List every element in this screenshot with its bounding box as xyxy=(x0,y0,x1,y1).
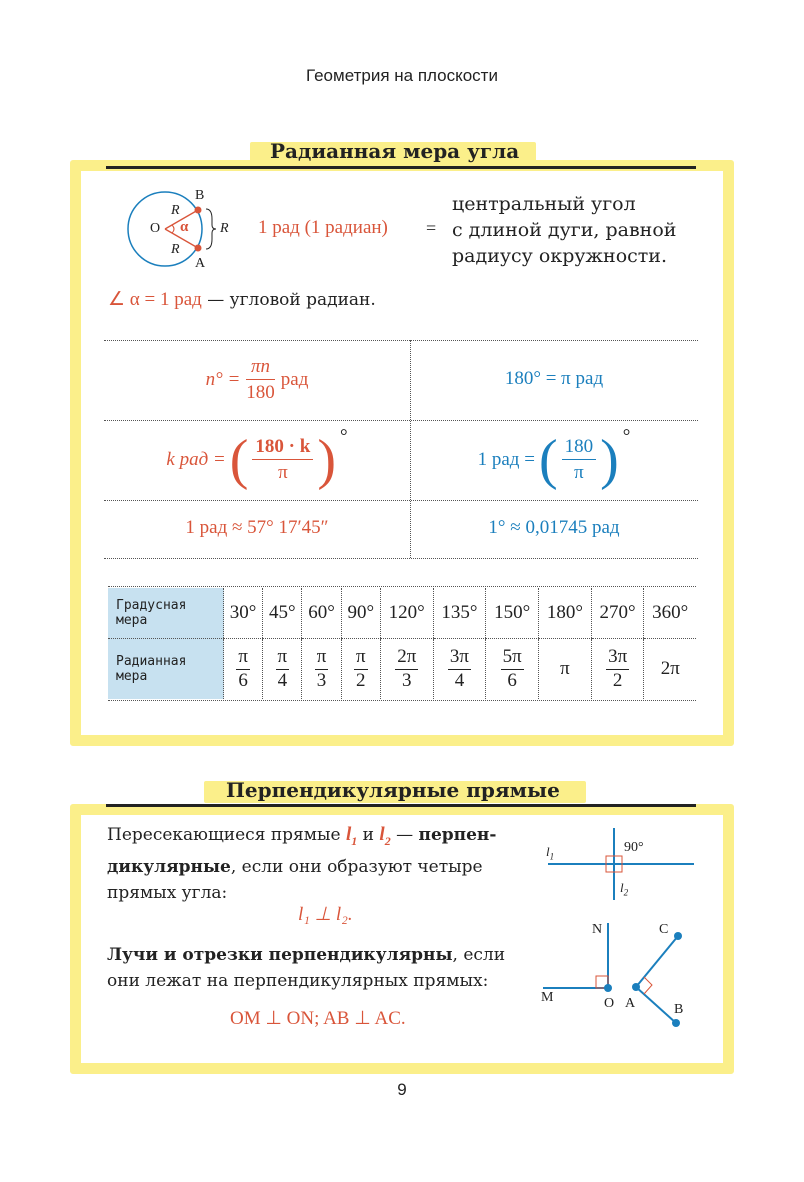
fraction xyxy=(246,355,275,405)
definition-line: центральный угол xyxy=(452,193,636,215)
text-line xyxy=(107,942,557,968)
radian-cell xyxy=(486,639,539,700)
point-b-label: B xyxy=(674,1002,684,1017)
text-line: прямых угла: xyxy=(107,882,228,903)
point-b-label: B xyxy=(195,188,205,203)
text-line xyxy=(107,822,549,854)
text-span: — xyxy=(390,825,419,845)
fraction xyxy=(606,646,629,693)
l2-symbol: l xyxy=(379,824,385,845)
radian-cell xyxy=(263,639,302,700)
paren-right: ) xyxy=(317,429,336,491)
formula-unit: рад xyxy=(280,369,309,390)
formula-rad-to-degrees xyxy=(104,426,410,494)
formula-180-pi: 180° = π рад xyxy=(504,368,604,389)
text-span: , если xyxy=(452,945,506,965)
formula-lhs: n° = xyxy=(205,369,241,390)
fraction-numerator: πn xyxy=(246,355,275,380)
fraction-numerator: 180 · k xyxy=(252,435,313,460)
fraction xyxy=(315,646,329,693)
section-title-radian: Радианная мера угла xyxy=(270,139,520,163)
table-bottom-line xyxy=(108,700,696,701)
rays-definition xyxy=(107,942,557,994)
row-label-line: мера xyxy=(116,669,148,684)
fraction-denominator: 6 xyxy=(238,669,248,691)
fraction-denominator: 2 xyxy=(612,669,623,691)
fraction-denominator: 3 xyxy=(316,669,327,691)
page-number: 9 xyxy=(397,1080,407,1099)
radian-cell: π xyxy=(539,639,592,700)
table-row xyxy=(108,588,696,639)
definition-term: 1 рад (1 радиан) xyxy=(258,217,388,238)
line-l2 xyxy=(379,824,391,848)
fraction xyxy=(448,646,471,693)
degree-cell: 270° xyxy=(591,588,644,639)
angular-radian-line xyxy=(108,288,376,311)
grid-line xyxy=(104,420,698,421)
fraction-numerator: 2π xyxy=(395,646,418,670)
formula-degrees-to-rad xyxy=(104,350,410,410)
paren-left: ( xyxy=(538,429,558,491)
fraction xyxy=(354,646,368,693)
degree-cell: 45° xyxy=(263,588,302,639)
fraction-numerator: 5π xyxy=(501,646,524,670)
row-label-line: Радианная xyxy=(116,654,187,669)
fraction xyxy=(252,435,313,485)
text-span: , если они образуют четыре xyxy=(230,856,483,877)
alpha-label: α xyxy=(180,219,189,235)
l1-subscript: 1 xyxy=(351,833,358,848)
row-label xyxy=(108,639,224,700)
radian-cell xyxy=(433,639,486,700)
fraction xyxy=(276,646,290,693)
text-line xyxy=(107,854,549,880)
formula-lhs: 1 рад = xyxy=(477,449,535,470)
bold-term: перпен- xyxy=(418,825,497,845)
grid-line xyxy=(104,558,698,559)
fraction xyxy=(501,646,524,693)
degree-cell: 135° xyxy=(433,588,486,639)
l2-label xyxy=(620,880,628,898)
l1-symbol: l xyxy=(345,824,352,845)
fraction-denominator: 4 xyxy=(454,669,465,691)
fraction-numerator: 3π xyxy=(606,646,629,670)
grid-line xyxy=(104,340,698,341)
degree-cell: 360° xyxy=(644,588,696,639)
formula-lhs-text: k рад = xyxy=(166,449,226,470)
bold-term: дикулярные xyxy=(107,856,231,877)
degree-sign: ° xyxy=(339,426,348,447)
degree-cell: 150° xyxy=(486,588,539,639)
paren-left: ( xyxy=(229,429,249,491)
fraction-numerator: 3π xyxy=(448,646,471,670)
degree-cell: 30° xyxy=(224,588,263,639)
bold-term: Лучи и отрезки перпендикулярны xyxy=(107,945,453,965)
fraction xyxy=(562,435,597,485)
fraction xyxy=(236,646,250,693)
formula-lhs xyxy=(166,449,225,471)
title-rule xyxy=(106,804,696,807)
radian-cell xyxy=(380,639,433,700)
l1-label xyxy=(546,844,554,862)
point-o-label: O xyxy=(604,996,615,1011)
fraction-numerator: π xyxy=(354,646,368,670)
fraction-denominator: 6 xyxy=(507,669,517,691)
fraction-denominator: 2 xyxy=(356,669,366,691)
fraction-numerator: π xyxy=(276,646,290,670)
formula-1deg-approx: 1° ≈ 0,01745 рад xyxy=(488,517,620,538)
table-top-line xyxy=(108,586,696,587)
definition-text xyxy=(452,191,676,269)
formula-1rad-approx: 1 рад ≈ 57° 17′45″ xyxy=(185,517,329,538)
line-l1 xyxy=(345,824,358,848)
radian-cell xyxy=(591,639,644,700)
formula-1rad xyxy=(410,426,698,494)
fraction-denominator: π xyxy=(574,461,584,483)
l2-label-text: l xyxy=(620,880,624,895)
radian-cell: 2π xyxy=(644,639,696,700)
radian-cell xyxy=(302,639,341,700)
degree-cell: 90° xyxy=(341,588,380,639)
l2-label-sub: 2 xyxy=(623,887,629,898)
fraction-numerator: π xyxy=(315,646,329,670)
angle-formula-text: — угловой радиан. xyxy=(201,290,376,310)
angle-90-label: 90° xyxy=(624,840,644,855)
row-label xyxy=(108,588,224,639)
conversion-table xyxy=(108,588,696,699)
degree-cell: 180° xyxy=(539,588,592,639)
perpendicular-definition xyxy=(107,822,549,906)
row-label-line: Градусная xyxy=(116,598,187,613)
point-m-label: M xyxy=(541,990,554,1005)
radian-cell xyxy=(224,639,263,700)
radius-label-bottom: R xyxy=(171,242,180,257)
fraction xyxy=(395,646,418,693)
text-span: Пересекающиеся прямые xyxy=(107,825,346,845)
radian-cell xyxy=(341,639,380,700)
degree-sign: ° xyxy=(622,426,631,447)
text-line: они лежат на перпендикулярных прямых: xyxy=(107,971,489,991)
row-label-line: мера xyxy=(116,613,148,628)
point-n-label: N xyxy=(592,922,603,937)
fraction-denominator: π xyxy=(278,461,288,483)
perp-formula-rays: OM ⊥ ON; AB ⊥ AC. xyxy=(230,1008,406,1029)
point-a-label: A xyxy=(625,996,636,1011)
definition-eq: = xyxy=(426,218,437,238)
fraction-denominator: 3 xyxy=(401,669,412,691)
angle-formula: ∠ α = 1 рад xyxy=(108,289,202,310)
arc-label: R xyxy=(220,221,229,236)
fraction-numerator: 180 xyxy=(562,435,597,460)
definition-line: радиусу окружности. xyxy=(452,245,667,267)
point-a-label: A xyxy=(195,256,206,271)
degree-cell: 120° xyxy=(380,588,433,639)
table-row xyxy=(108,639,696,700)
point-c-label: C xyxy=(659,922,669,937)
l1-label-sub: 1 xyxy=(549,851,555,862)
fraction-numerator: π xyxy=(236,646,250,670)
l1-label-text: l xyxy=(546,844,550,859)
center-o-label: O xyxy=(150,221,161,236)
text-span: и xyxy=(357,825,380,845)
section-title-perpendicular: Перпендикулярные прямые xyxy=(226,778,560,802)
paren-right: ) xyxy=(600,429,619,491)
title-rule xyxy=(106,166,696,169)
page-header: Геометрия на плоскости xyxy=(306,66,498,85)
perp-formula-lines: l₁ ⊥ l₂. xyxy=(298,904,353,925)
l2-subscript: 2 xyxy=(384,833,391,848)
definition-line: с длиной дуги, равной xyxy=(452,219,677,241)
fraction-denominator: 180 xyxy=(246,381,275,403)
grid-line xyxy=(104,500,698,501)
radius-label-top: R xyxy=(171,203,180,218)
degree-cell: 60° xyxy=(302,588,341,639)
fraction-denominator: 4 xyxy=(277,669,288,691)
